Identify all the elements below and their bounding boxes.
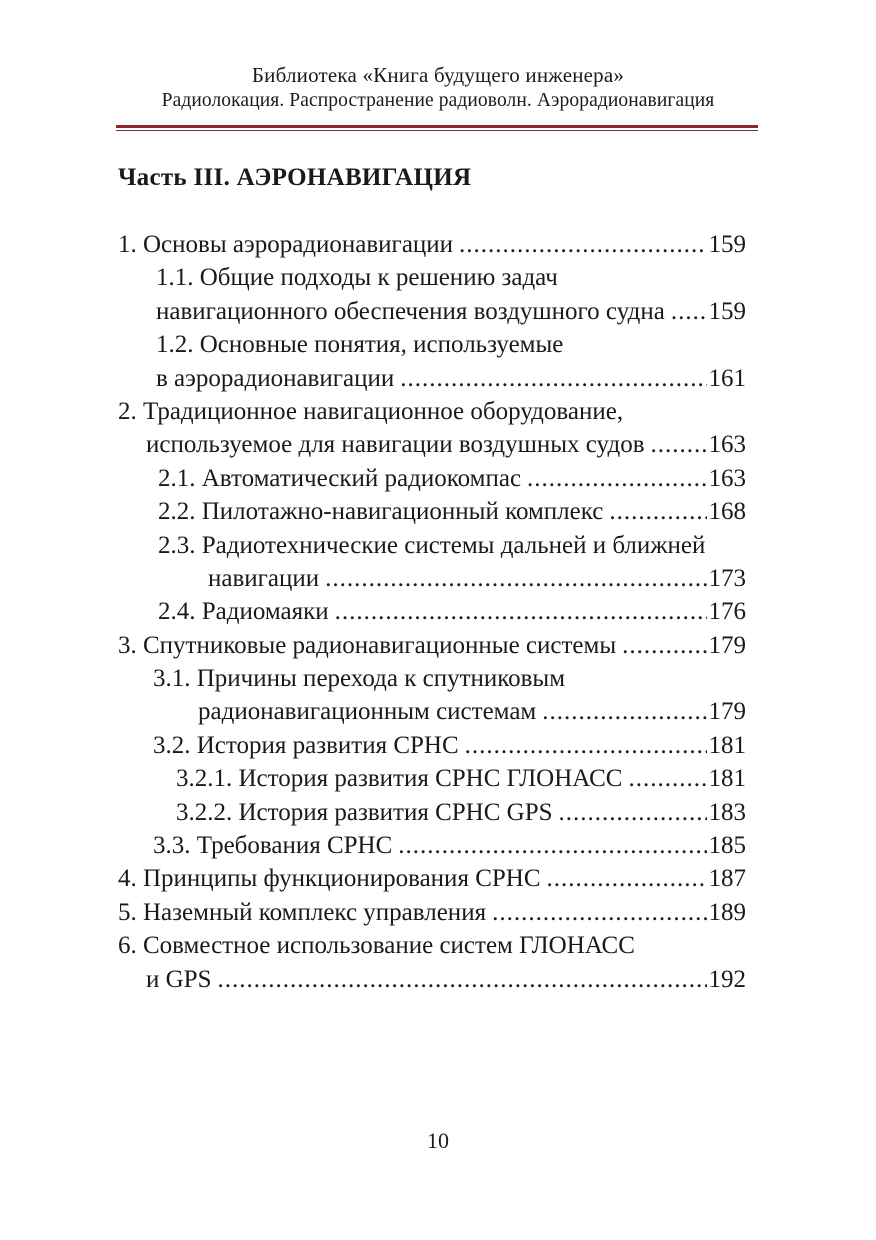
toc-leader-dots (325, 562, 706, 595)
toc-page-number: 187 (708, 865, 746, 893)
toc-entry-text: 3.2.1. История развития СРНС ГЛОНАСС (176, 765, 623, 793)
toc-leader-dots (400, 362, 706, 395)
book-subtitle: Радиолокация. Распространение радиоволн. Аэрорадионавигация (161, 90, 715, 111)
toc-entry[interactable] (118, 428, 746, 461)
toc-entry[interactable] (118, 362, 746, 395)
toc-entry[interactable] (118, 462, 746, 495)
toc-leader-dots (218, 963, 707, 996)
toc-entry[interactable] (118, 929, 746, 962)
toc-entry[interactable] (118, 629, 746, 662)
toc-leader-dots (527, 462, 706, 495)
toc-page-number: 159 (708, 297, 746, 325)
toc-leader-dots (547, 862, 707, 895)
toc-leader-dots (459, 228, 706, 261)
toc-entry[interactable] (118, 729, 746, 762)
toc-entry[interactable] (118, 595, 746, 628)
toc-page-number: 163 (708, 464, 746, 492)
toc-entry[interactable] (118, 295, 746, 328)
toc-page-number: 173 (708, 564, 746, 592)
toc-entry[interactable] (118, 896, 746, 929)
header-rule-thick (116, 125, 758, 128)
toc-page-number: 183 (708, 798, 746, 826)
toc-entry[interactable] (118, 261, 746, 294)
toc-page-number: 185 (708, 832, 746, 860)
toc-entry-text: 1. Основы аэрорадионавигации (118, 231, 454, 258)
toc-page-number: 181 (708, 765, 746, 793)
page-number: 10 (427, 1128, 449, 1153)
toc-entry-text: радионавигационным системам (198, 698, 537, 726)
toc-leader-dots (609, 495, 706, 528)
toc-leader-dots (398, 829, 706, 862)
toc-leader-dots (651, 428, 707, 461)
toc-page-number: 189 (708, 898, 746, 926)
toc-entry[interactable] (118, 695, 746, 728)
toc-entry-text: 3. Спутниковые радионавигационные системы (118, 631, 617, 659)
toc-page-number: 179 (708, 698, 746, 726)
toc-entry[interactable] (118, 562, 746, 595)
toc-entry-text: в аэрорадионавигации (156, 364, 395, 392)
toc-page-number: 181 (708, 731, 746, 759)
toc-leader-dots (335, 595, 707, 628)
toc-leader-dots (671, 295, 707, 328)
table-of-contents (118, 228, 746, 996)
toc-entry-text: 5. Наземный комплекс управления (118, 898, 487, 926)
toc-page-number: 161 (708, 364, 746, 392)
toc-entry[interactable] (118, 395, 746, 428)
toc-entry-text: 2.2. Пилотажно-навигационный комплекс (158, 498, 604, 526)
series-title: Библиотека «Книга будущего инженера» (251, 63, 625, 87)
toc-entry-text: и GPS (146, 965, 212, 993)
toc-entry-text: 2.4. Радиомаяки (158, 598, 329, 626)
toc-page-number: 159 (708, 231, 746, 258)
toc-entry-text: 2.1. Автоматический радиокомпас (158, 464, 522, 492)
toc-page-number: 168 (708, 498, 746, 526)
toc-entry-text: 6. Совместное использование систем ГЛОНАСС (118, 932, 635, 960)
header-rule-thin (116, 130, 758, 131)
toc-leader-dots (622, 629, 706, 662)
toc-entry-text: 2.3. Радиотехнические системы дальней и ближней (158, 531, 706, 559)
toc-entry[interactable] (118, 328, 746, 361)
toc-entry-text: навигации (208, 564, 320, 592)
toc-leader-dots (492, 896, 706, 929)
toc-leader-dots (628, 762, 706, 795)
toc-entry-text: навигационного обеспечения воздушного судна (156, 297, 665, 325)
toc-entry[interactable] (118, 762, 746, 795)
toc-page-number: 163 (708, 431, 746, 459)
toc-entry-text: 1.2. Основные понятия, используемые (156, 331, 564, 359)
toc-page-number: 176 (708, 598, 746, 626)
toc-entry[interactable] (118, 228, 746, 261)
toc-entry[interactable] (118, 495, 746, 528)
toc-entry-text: 3.3. Требования СРНС (153, 832, 393, 860)
toc-entry[interactable] (118, 862, 746, 895)
toc-entry-text: 3.2. История развития СРНС (153, 731, 459, 759)
toc-entry[interactable] (118, 829, 746, 862)
toc-leader-dots (542, 695, 706, 728)
toc-entry-text: 1.1. Общие подходы к решению задач (156, 264, 558, 292)
toc-page-number: 192 (708, 965, 746, 993)
toc-page-number: 179 (708, 631, 746, 659)
toc-entry-text: 4. Принципы функционирования СРНС (118, 865, 541, 893)
toc-entry[interactable] (118, 529, 746, 562)
toc-entry-text: используемое для навигации воздушных судов (146, 431, 645, 459)
toc-leader-dots (559, 796, 707, 829)
toc-entry-text: 2. Традиционное навигационное оборудование, (118, 397, 624, 425)
toc-leader-dots (465, 729, 707, 762)
toc-entry[interactable] (118, 662, 746, 695)
toc-entry-text: 3.1. Причины перехода к спутниковым (153, 665, 566, 693)
toc-entry[interactable] (118, 796, 746, 829)
toc-entry[interactable] (118, 963, 746, 996)
toc-entry-text: 3.2.2. История развития СРНС GPS (176, 798, 553, 826)
part-title: Часть III. АЭРОНАВИГАЦИЯ (118, 164, 472, 191)
running-header (0, 62, 876, 114)
